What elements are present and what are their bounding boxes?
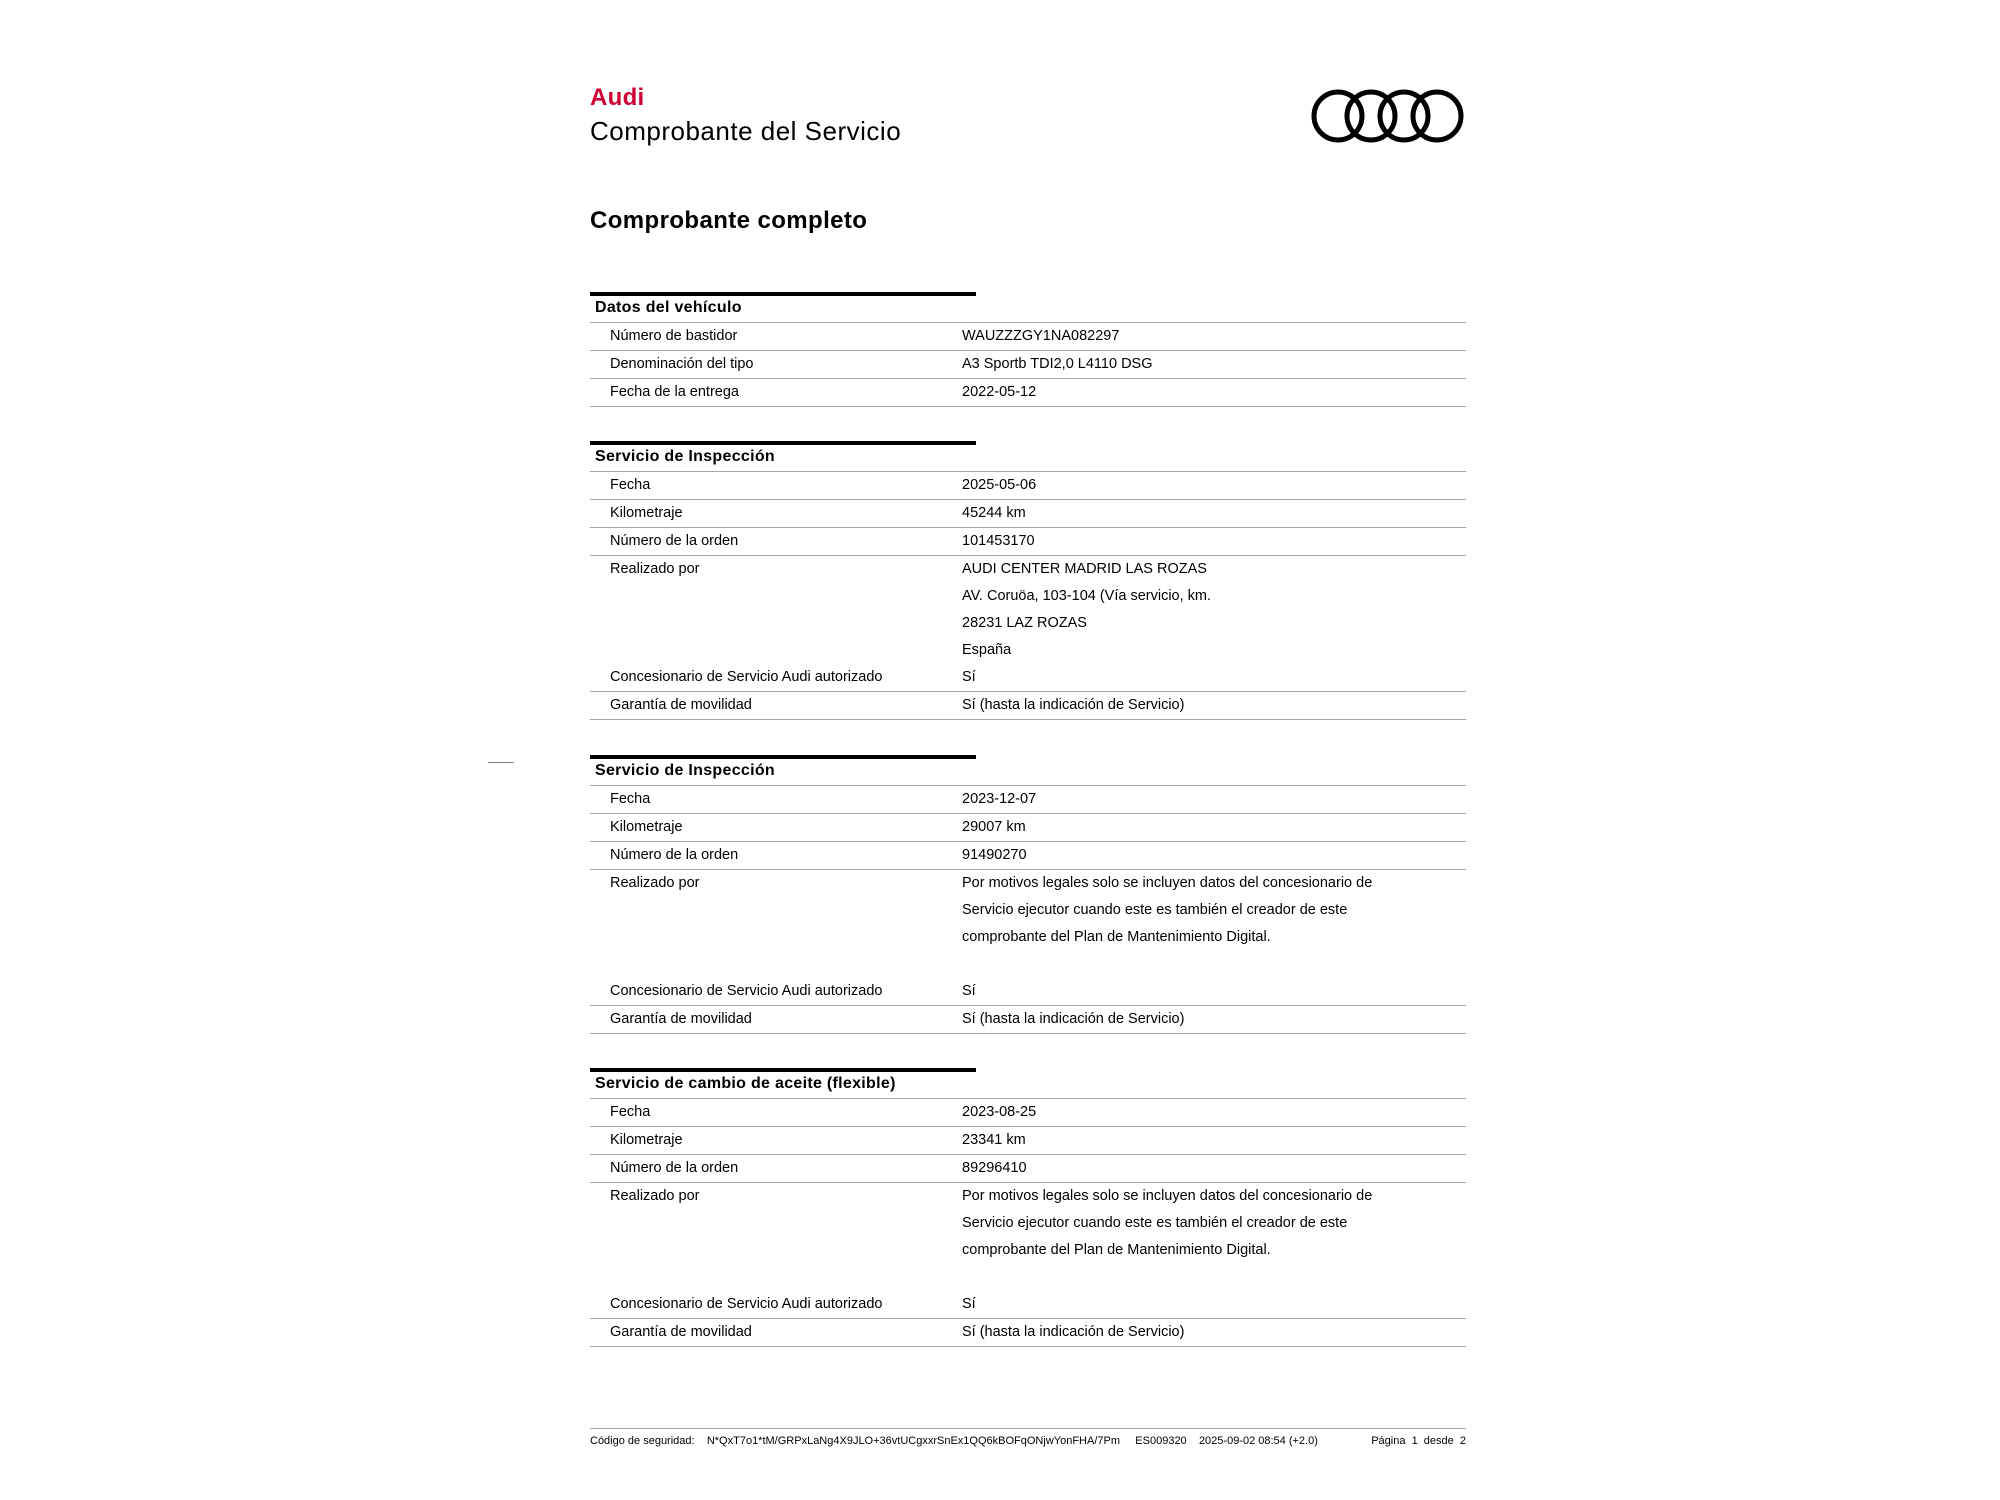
row-value: Sí (hasta la indicación de Servicio) [962, 697, 1185, 713]
row-value: 45244 km [962, 505, 1026, 521]
row-label: Garantía de movilidad [610, 1011, 752, 1027]
table-row [590, 785, 1466, 813]
value-line: Por motivos legales solo se incluyen datos del concesionario de [962, 1188, 1373, 1204]
row-value: Sí [962, 983, 976, 999]
value-line: Servicio ejecutor cuando este es también el creador de este [962, 1215, 1348, 1231]
row-value: 2022-05-12 [962, 384, 1037, 400]
main-title: Comprobante completo [590, 207, 868, 234]
row-label: Garantía de movilidad [610, 697, 752, 713]
footer-security [590, 1435, 1318, 1447]
row-label: Número de la orden [610, 533, 739, 549]
row-label: Kilometraje [610, 1132, 683, 1148]
row-label: Número de la orden [610, 1160, 739, 1176]
row-value: Sí [962, 1296, 976, 1312]
section-inspection-1 [590, 441, 1466, 720]
row-value: Sí [962, 669, 976, 685]
table-row [590, 978, 1466, 1005]
row-value: 29007 km [962, 819, 1026, 835]
row-label: Kilometraje [610, 505, 683, 521]
row-label: Concesionario de Servicio Audi autorizado [610, 1296, 883, 1312]
row-value: WAUZZZGY1NA082297 [962, 328, 1120, 344]
section-vehicle-data [590, 292, 1466, 407]
row-value: 2023-12-07 [962, 791, 1037, 807]
table-row [590, 869, 1466, 978]
row-label: Realizado por [610, 1188, 700, 1204]
row-label: Concesionario de Servicio Audi autorizado [610, 669, 883, 685]
table-row [590, 664, 1466, 691]
row-value: 23341 km [962, 1132, 1026, 1148]
row-value [962, 870, 1466, 978]
value-line: 28231 LAZ ROZAS [962, 615, 1087, 631]
row-value [962, 1183, 1466, 1291]
section-title: Servicio de cambio de aceite (flexible) [590, 1068, 976, 1098]
row-value: 2025-05-06 [962, 477, 1037, 493]
timestamp: 2025-09-02 08:54 (+2.0) [1198, 1435, 1318, 1447]
table-row [590, 691, 1466, 720]
section-title: Servicio de Inspección [590, 755, 976, 785]
table-row [590, 1318, 1466, 1347]
row-value: Sí (hasta la indicación de Servicio) [962, 1324, 1185, 1340]
row-value: Sí (hasta la indicación de Servicio) [962, 1011, 1185, 1027]
document-page [590, 0, 1466, 1500]
row-label: Fecha [610, 791, 651, 807]
security-code: N*QxT7o1*tM/GRPxLaNg4X9JLO+36vtUCgxxrSnEx1QQ6kBOFqONjwYonFHA/7Pm [706, 1435, 1120, 1447]
table-row [590, 1182, 1466, 1291]
value-line [962, 1264, 1466, 1291]
section-inspection-2 [590, 755, 1466, 1034]
row-label: Concesionario de Servicio Audi autorizado [610, 983, 883, 999]
document-title: Comprobante del Servicio [590, 116, 902, 146]
header [590, 84, 1466, 154]
section-title: Datos del vehículo [590, 292, 976, 322]
table-row [590, 1126, 1466, 1154]
table-row [590, 499, 1466, 527]
row-label: Garantía de movilidad [610, 1324, 752, 1340]
row-label: Denominación del tipo [610, 356, 754, 372]
row-label: Fecha [610, 1104, 651, 1120]
row-value: 91490270 [962, 847, 1027, 863]
row-label: Realizado por [610, 875, 700, 891]
value-line: AV. Coruöa, 103-104 (Vía servicio, km. [962, 588, 1212, 604]
margin-mark [488, 762, 514, 763]
row-value [962, 556, 1466, 664]
footer [590, 1428, 1466, 1447]
value-line: comprobante del Plan de Mantenimiento Digital. [962, 1242, 1271, 1258]
value-line: Servicio ejecutor cuando este es también el creador de este [962, 902, 1348, 918]
row-value: A3 Sportb TDI2,0 L4110 DSG [962, 356, 1153, 372]
value-line [962, 951, 1466, 978]
row-value: 101453170 [962, 533, 1035, 549]
row-value: 2023-08-25 [962, 1104, 1037, 1120]
page-info: Página 1 desde 2 [1371, 1435, 1466, 1447]
table-row [590, 555, 1466, 664]
row-label: Fecha [610, 477, 651, 493]
table-row [590, 1291, 1466, 1318]
security-label: Código de seguridad: [590, 1435, 695, 1447]
table-row [590, 813, 1466, 841]
row-label: Realizado por [610, 561, 700, 577]
brand-name: Audi [590, 84, 645, 111]
row-label: Kilometraje [610, 819, 683, 835]
table-row [590, 1154, 1466, 1182]
table-row [590, 378, 1466, 407]
table-row [590, 322, 1466, 350]
section-oil-change [590, 1068, 1466, 1347]
row-label: Número de la orden [610, 847, 739, 863]
value-line: Por motivos legales solo se incluyen datos del concesionario de [962, 875, 1373, 891]
table-row [590, 1098, 1466, 1126]
row-value: 89296410 [962, 1160, 1027, 1176]
value-line: AUDI CENTER MADRID LAS ROZAS [962, 561, 1207, 577]
value-line: comprobante del Plan de Mantenimiento Digital. [962, 929, 1271, 945]
table-row [590, 841, 1466, 869]
table-row [590, 471, 1466, 499]
table-row [590, 350, 1466, 378]
table-row [590, 527, 1466, 555]
dealer-code: ES009320 [1135, 1435, 1187, 1447]
row-label: Número de bastidor [610, 328, 738, 344]
row-label: Fecha de la entrega [610, 384, 739, 400]
audi-four-rings-icon [1310, 88, 1466, 144]
section-title: Servicio de Inspección [590, 441, 976, 471]
table-row [590, 1005, 1466, 1034]
value-line: España [962, 642, 1012, 658]
